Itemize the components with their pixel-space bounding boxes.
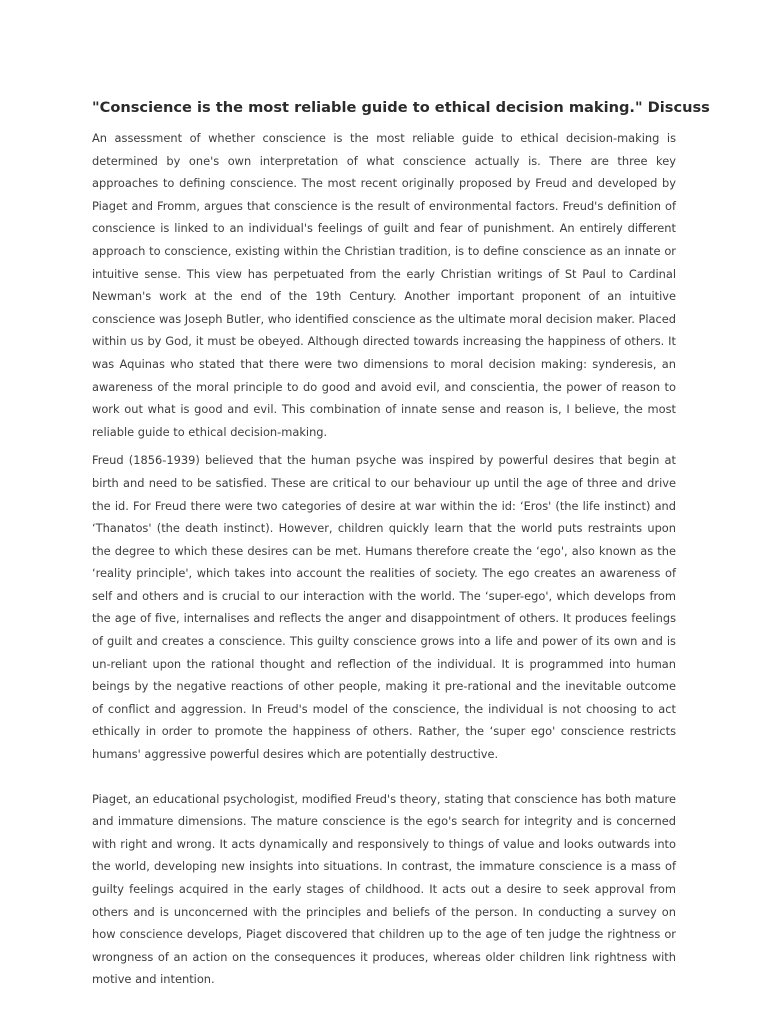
paragraph-spacer (92, 766, 676, 788)
paragraph-freud: Freud (1856-1939) believed that the human psyche was inspired by powerful desires that begin at birth and need to be satisfied. These are critical to our behaviour up until the age of three and drive the id. For Freud there were two categories of desire at war within the id: ‘Eros' (the life instinct) and ‘Thanatos' (the death instinct). However, children quickly learn that the world puts restraints upon the degree to which these desires can be met. Humans therefore create the ‘ego', also known as the ‘reality principle', which takes into account the realities of society. The ego creates an awareness of self and others and is crucial to our interaction with the world. The ‘super-ego', which develops from the age of five, internalises and reflects the anger and disappointment of others. It produces feelings of guilt and creates a conscience. This guilty conscience grows into a life and power of its own and is un-reliant upon the rational thought and reflection of the individual. It is programmed into human beings by the negative reactions of other people, making it pre-rational and the inevitable outcome of conflict and aggression. In Freud's model of the conscience, the individual is not choosing to act ethically in order to promote the happiness of others. Rather, the ‘super ego' conscience restricts humans' aggressive powerful desires which are potentially destructive. (92, 453, 676, 762)
document-page (92, 97, 710, 991)
paragraph-piaget: Piaget, an educational psychologist, modified Freud's theory, stating that conscience has both mature and immature dimensions. The mature conscience is the ego's search for integrity and is concerned with right and wrong. It acts dynamically and responsively to things of value and looks outwards into the world, developing new insights into situations. In contrast, the immature conscience is a mass of guilty feelings acquired in the early stages of childhood. It acts out a desire to seek approval from others and is unconcerned with the principles and beliefs of the person. In conducting a survey on how conscience develops, Piaget discovered that children up to the age of ten judge the rightness or wrongness of an action on the consequences it produces, whereas older children link rightness with motive and intention. (92, 791, 676, 987)
paragraph-intro: An assessment of whether conscience is the most reliable guide to ethical decision-making is determined by one's own interpretation of what conscience actually is. There are three key approaches to defining conscience. The most recent originally proposed by Freud and developed by Piaget and Fromm, argues that conscience is the result of environmental factors. Freud's definition of conscience is linked to an individual's feelings of guilt and fear of punishment. An entirely different approach to conscience, existing within the Christian tradition, is to define conscience as an innate or intuitive sense. This view has perpetuated from the early Christian writings of St Paul to Cardinal Newman's work at the end of the 19th Century. Another important proponent of an intuitive conscience was Joseph Butler, who identified conscience as the ultimate moral decision maker. Placed within us by God, it must be obeyed. Although directed towards increasing the happiness of others. It was Aquinas who stated that there were two dimensions to moral decision making: synderesis, an awareness of the moral principle to do good and avoid evil, and conscientia, the power of reason to work out what is good and evil. This combination of innate sense and reason is, I believe, the most reliable guide to ethical decision-making. (92, 131, 676, 439)
document-title: "Conscience is the most reliable guide to ethical decision making." Discuss (92, 99, 710, 116)
